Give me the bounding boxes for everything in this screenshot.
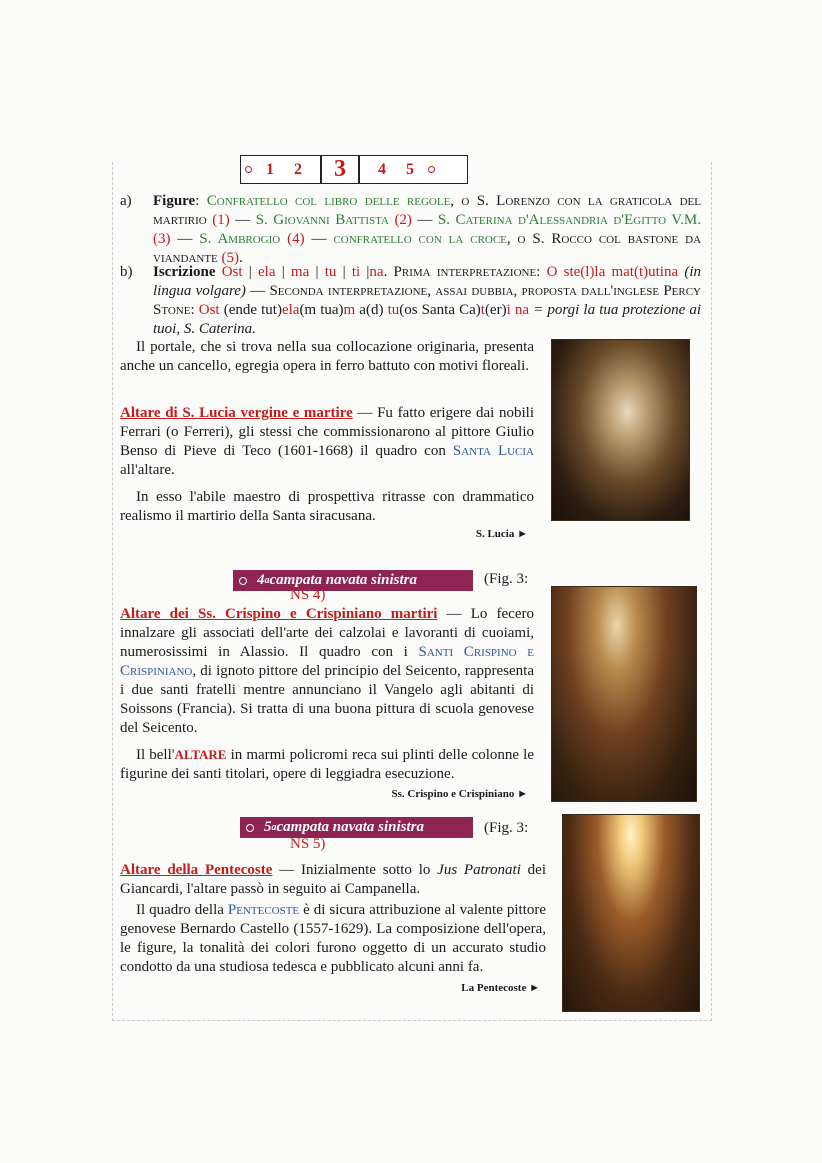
pentecoste-painting — [562, 814, 700, 1012]
itemB-part: Ost — [198, 302, 220, 318]
item-b-marker: b) — [120, 264, 133, 280]
nav-page-1[interactable]: 1 — [266, 160, 274, 178]
crispino-painting — [551, 586, 697, 802]
itemB-part: . Prima interpretazione: — [383, 264, 547, 280]
pentecoste-caption[interactable]: La Pentecoste ► — [461, 982, 540, 994]
campata-4-figref-code[interactable]: NS 4) — [290, 587, 326, 603]
item-b-label: Iscrizione — [153, 264, 216, 280]
itemB-part: i na — [506, 302, 530, 318]
campata-4-banner: 4 a campata navata sinistra — [233, 570, 473, 591]
page-navigator — [240, 155, 468, 184]
item-a-label: Figure — [153, 193, 196, 209]
santa-lucia-painting — [551, 339, 690, 521]
nav-page-2[interactable]: 2 — [294, 160, 302, 178]
nav-dot-left-icon — [245, 166, 252, 173]
itemB-part: (m tua) — [299, 302, 344, 318]
itemB-part: (er) — [484, 302, 507, 318]
campata-5-figref-code[interactable]: NS 5) — [290, 836, 326, 852]
itemA-part: (2) — [388, 212, 412, 228]
lucia-paragraph-2: In esso l'abile maestro di prospettiva ritrasse con drammatico realismo il martirio della Santa siracusana. — [120, 489, 534, 524]
itemB-part: Ost — [215, 264, 249, 280]
itemA-part: (4) — [280, 231, 305, 247]
crispino-caption[interactable]: Ss. Crispino e Crispiniano ► — [391, 788, 528, 800]
itemB-part: ela — [251, 264, 282, 280]
pentecoste-paragraph: Altare della Pentecoste — Inizialmente sotto lo Jus Patronati dei Giancardi, l'altare passò in seguito ai Campanella. — [120, 862, 547, 897]
campata-4-figref: (Fig. 3: — [484, 571, 529, 587]
lucia-caption[interactable]: S. Lucia ► — [475, 528, 528, 540]
itemB-part: | — [342, 264, 346, 280]
itemB-part: = porgi la tua protezione ai tuoi, S. Caterina. — [153, 302, 702, 337]
pentecoste-paragraph-2: Il quadro della Pentecoste è di sicura attribuzione al valente pittore genovese Bernardo Castello (1557-1629). La composizione dell'opera, le figure, la tonalità dei colori furono oggetto di un accurato studio condotto da una studiosa tedesca e pubblicato alcuni anni fa. — [120, 902, 546, 975]
item-b-inscription — [153, 263, 701, 339]
nav-dot-right-icon — [428, 166, 435, 173]
itemA-part: (3) — [153, 231, 171, 247]
lucia-paragraph: Altare di S. Lucia vergine e martire — Fu fatto erigere dai nobili Ferrari (o Ferreri), gli stessi che commissionarono al pittore Giulio Benso di Pieve di Teco (1601-1668) il quadro con Santa Lucia all'altare. — [120, 405, 535, 478]
itemA-part: , o S. Lorenzo con la graticola del martirio — [153, 193, 701, 228]
itemA-part: S. Ambrogio — [199, 231, 281, 247]
itemA-part: , o S. Rocco col bastone da viandante — [153, 231, 702, 266]
lucia-link[interactable]: Santa Lucia — [452, 443, 535, 459]
itemB-part: O ste(l)la mat(t)utina — [546, 264, 679, 280]
banner-dot-icon — [239, 577, 247, 585]
itemA-part: S. Giovanni Battista — [255, 212, 389, 228]
nav-page-4[interactable]: 4 — [378, 160, 386, 178]
nav-page-5[interactable]: 5 — [406, 160, 414, 178]
itemB-part: na — [369, 264, 384, 280]
itemB-part: tu — [387, 302, 400, 318]
banner-dot-icon — [246, 824, 254, 832]
itemB-part: ma — [284, 264, 316, 280]
altare-link[interactable]: ALTARE — [174, 747, 227, 762]
itemA-part: . — [239, 250, 243, 266]
campata-5-figref: (Fig. 3: — [484, 820, 529, 836]
itemA-part: confratello con la croce — [333, 231, 507, 247]
itemA-part: — — [411, 212, 438, 228]
portale-paragraph: Il portale, che si trova nella sua collocazione originaria, presenta anche un cancello, egregia opera in ferro battuto con motivi floreali. — [120, 339, 534, 374]
pentecoste-link[interactable]: Pentecoste — [227, 902, 300, 918]
pentecoste-title[interactable]: Altare della Pentecoste — [120, 862, 273, 878]
itemB-part: m — [343, 302, 356, 318]
item-a-figure-list: Figure: Confratello col libro delle regole, o S. Lorenzo con la graticola del martirio (1) — S. Giovanni Battista (2) — S. Caterina d'Alessandria d'Egitto V.M. (3) — S. Ambrogio (4) — confratello con la croce, o S. Rocco col bastone da viandante (5). — [153, 193, 702, 266]
itemB-part: a(d) — [355, 302, 388, 318]
itemA-part: (5) — [221, 250, 240, 266]
crispino-paragraph-2: Il bell'ALTARE in marmi policromi reca sui plinti delle colonne le figurine dei santi titolari, opere di leggiadra esecuzione. — [120, 747, 535, 782]
itemA-part: (1) — [212, 212, 230, 228]
itemB-part: | — [248, 264, 252, 280]
itemB-part: (os Santa Ca) — [399, 302, 481, 318]
itemA-part: — — [304, 231, 334, 247]
lucia-title[interactable]: Altare di S. Lucia vergine e martire — [120, 405, 353, 421]
itemA-part: — — [170, 231, 200, 247]
crispino-paragraph: Altare dei Ss. Crispino e Crispiniano martiri — Lo fecero innalzare gli associati dell'arte dei calzolai e lavoranti di cuoiami, numerosissimi in Alassio. Il quadro con i Santi Crispino e Crispiniano, di ignoto pittore del principio del Seicento, rappresenta i due santi fratelli mentre annunciano il Vangelo agli abitanti di Soissons (Francia). Si tratta di una buona pittura di scuola genovese del Seicento. — [120, 606, 535, 736]
item-a-marker: a) — [120, 193, 132, 209]
crispino-title[interactable]: Altare dei Ss. Crispino e Crispiniano martiri — [120, 606, 438, 622]
itemA-part: Confratello col libro delle regole — [206, 193, 451, 209]
itemB-part: (ende tut) — [219, 302, 282, 318]
itemB-part: — Seconda interpretazione, assai dubbia, proposta dall'inglese Percy Stone: — [153, 283, 702, 318]
campata-5-banner: 5 a campata navata sinistra — [240, 817, 473, 838]
itemB-part: | — [366, 264, 370, 280]
itemA-part: S. Caterina d'Alessandria d'Egitto V.M. — [437, 212, 701, 228]
itemB-part: | — [315, 264, 319, 280]
nav-page-current: 3 — [320, 156, 360, 183]
itemA-part: — — [229, 212, 256, 228]
itemB-part: | — [281, 264, 285, 280]
crispino-link[interactable]: Santi Crispino e Crispiniano — [120, 644, 535, 679]
itemB-part: (in lingua volgare) — [153, 264, 702, 299]
itemB-part: ela — [281, 302, 300, 318]
itemB-part: tu — [318, 264, 343, 280]
itemB-part: t — [480, 302, 485, 318]
itemB-part: ti — [345, 264, 367, 280]
